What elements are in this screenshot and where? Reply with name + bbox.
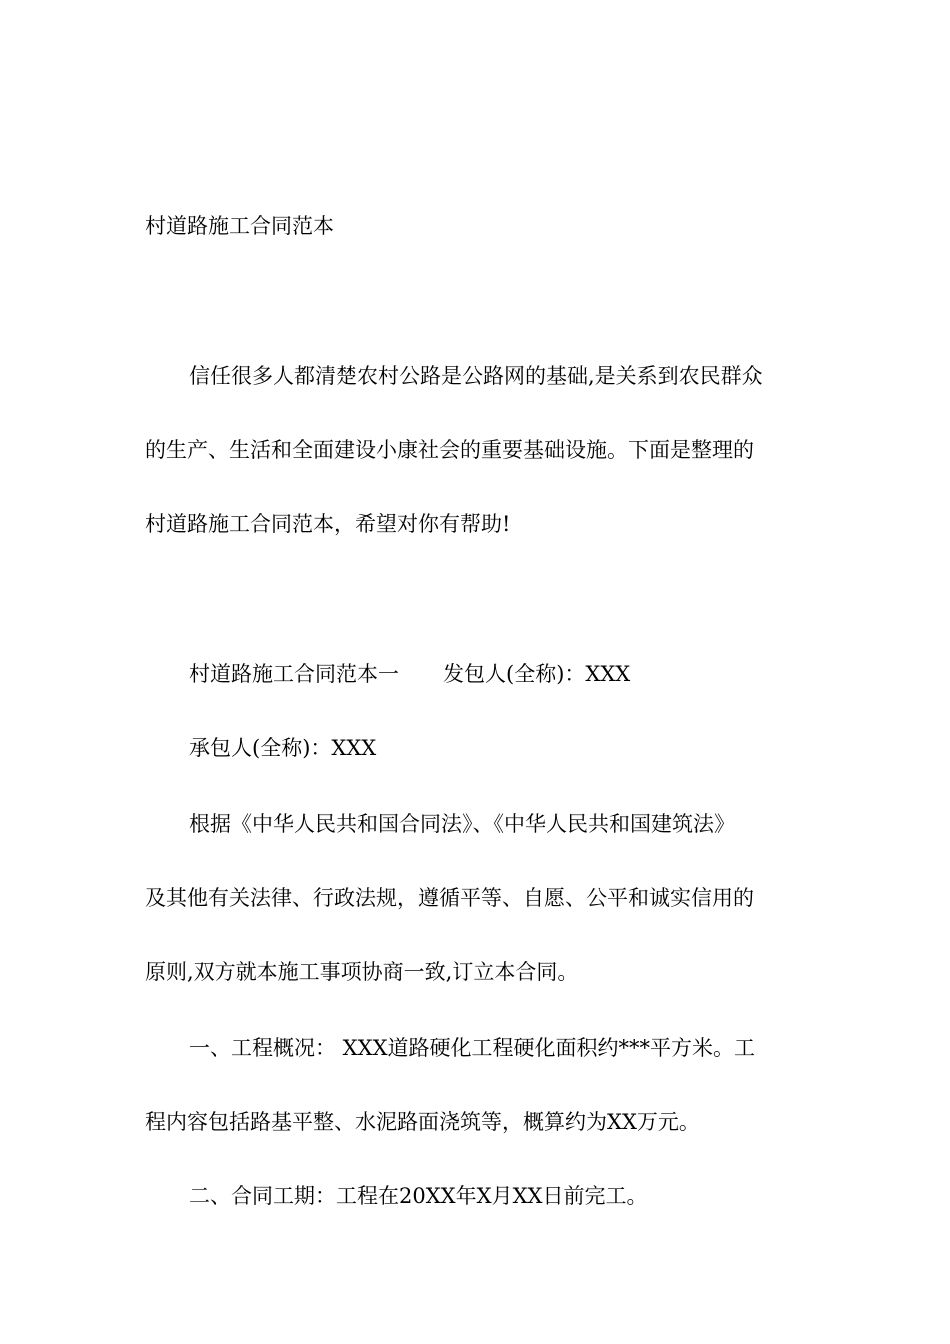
intro-line-3: 村道路施工合同范本，希望对你有帮助! — [145, 512, 511, 536]
basis-line-3: 原则,双方就本施工事项协商一致,订立本合同。 — [145, 960, 579, 984]
clause2-line: 二、合同工期：工程在20XX年X月XX日前完工。 — [189, 1184, 648, 1208]
basis-line-1: 根据《中华人民共和国合同法》、《中华人民共和国建筑法》 — [189, 812, 735, 836]
intro-line-2: 的生产、生活和全面建设小康社会的重要基础设施。下面是整理的 — [145, 438, 754, 462]
section-heading-line — [189, 660, 869, 688]
intro-line-1: 信任很多人都清楚农村公路是公路网的基础,是关系到农民群众 — [189, 364, 763, 388]
employer-line: 发包人(全称)：XXX — [443, 662, 631, 686]
contractor-line: 承包人(全称)：XXX — [189, 736, 377, 760]
document-title: 村道路施工合同范本 — [145, 214, 334, 238]
basis-line-2: 及其他有关法律、行政法规，遵循平等、自愿、公平和诚实信用的 — [145, 886, 754, 910]
section-heading: 村道路施工合同范本一 — [189, 662, 399, 686]
clause1-line-2: 程内容包括路基平整、水泥路面浇筑等，概算约为XX万元。 — [145, 1110, 700, 1134]
clause1-line-1: 一、工程概况： XXX道路硬化工程硬化面积约***平方米。工 — [189, 1036, 756, 1060]
